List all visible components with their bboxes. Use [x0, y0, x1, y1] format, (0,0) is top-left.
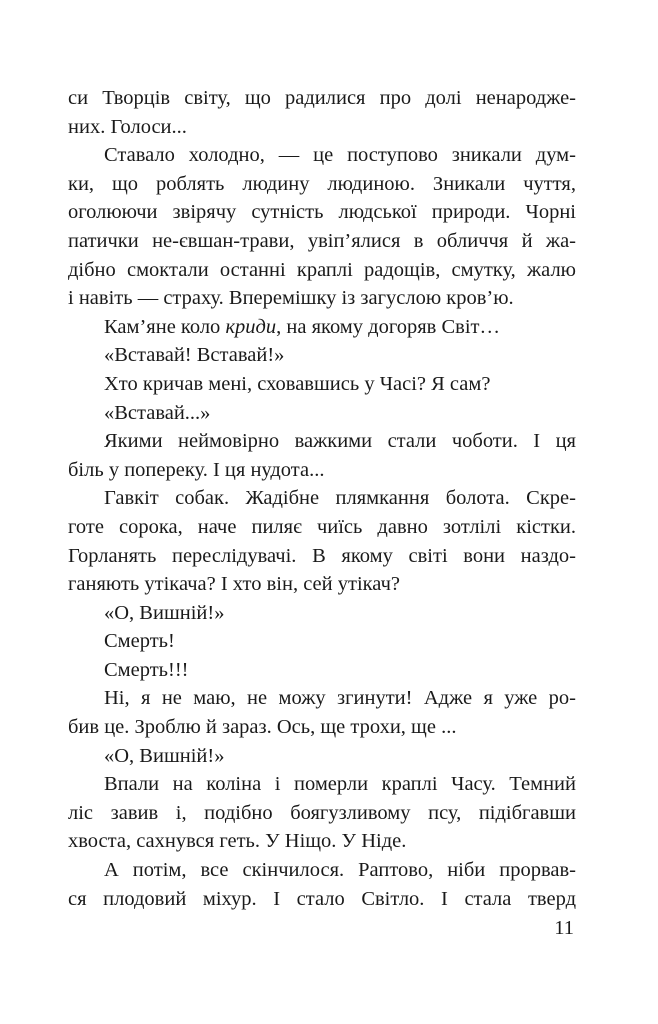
text-line: ліс завив і, подібно боягузливому псу, підібгавши: [68, 801, 576, 824]
text-line: готе сорока, наче пиляє чиїсь давно зотлілі кістки.: [68, 515, 576, 538]
page-number: 11: [554, 917, 574, 939]
page-text-block: [68, 84, 576, 913]
text-line: них. Голоси...: [68, 115, 187, 138]
text-line: оголюючи звірячу сутність людської природи. Чорні: [68, 201, 576, 224]
text-line: патички не-євшан-трави, увіп’ялися в обличчя й жа-: [68, 229, 576, 252]
text-line: Якими неймовірно важкими стали чоботи. І ця: [104, 430, 576, 453]
text-line: «Вставай...»: [104, 401, 211, 424]
text-line: Кам’яне коло криди, на якому догоряв Світ…: [104, 315, 500, 338]
text-line: біль у попереку. І ця нудота...: [68, 458, 325, 481]
text-line: ганяють утікача? І хто він, сей утікач?: [68, 573, 400, 596]
text-line: «О, Вишній!»: [104, 601, 225, 624]
text-line: си Творців світу, що радилися про долі ненародже-: [68, 87, 576, 109]
text-line: ся плодовий міхур. І стало Світло. І стала тверд: [68, 887, 576, 910]
text-line: дібно смоктали останні краплі радощів, смутку, жалю: [68, 258, 576, 281]
text-line: Впали на коліна і померли краплі Часу. Темний: [104, 773, 576, 796]
text-line: і навіть — страху. Вперемішку із загуслою кров’ю.: [68, 287, 514, 310]
text-line: «Вставай! Вставай!»: [104, 344, 285, 367]
text-line: А потім, все скінчилося. Раптово, ніби прорвав-: [104, 859, 576, 882]
text-line: Хто кричав мені, сховавшись у Часі? Я сам?: [104, 372, 491, 395]
text-line: Ставало холодно, — це поступово зникали дум-: [104, 144, 576, 167]
text-line: ки, що роблять людину людиною. Зникали чуття,: [68, 172, 576, 195]
text-line: Горланять переслідувачі. В якому світі вони наздо-: [68, 544, 576, 567]
text-line: Смерть!!!: [104, 658, 189, 681]
text-line: «О, Вишній!»: [104, 744, 225, 767]
text-line: Ні, я не маю, не можу згинути! Адже я уже ро-: [104, 687, 576, 710]
text-line: Гавкіт собак. Жадібне плямкання болота. Скре-: [104, 487, 576, 510]
text-line: хвоста, сахнувся геть. У Ніщо. У Ніде.: [68, 830, 407, 853]
text-line: бив це. Зроблю й зараз. Ось, ще трохи, ще ...: [68, 716, 457, 739]
text-line: Смерть!: [104, 630, 175, 653]
